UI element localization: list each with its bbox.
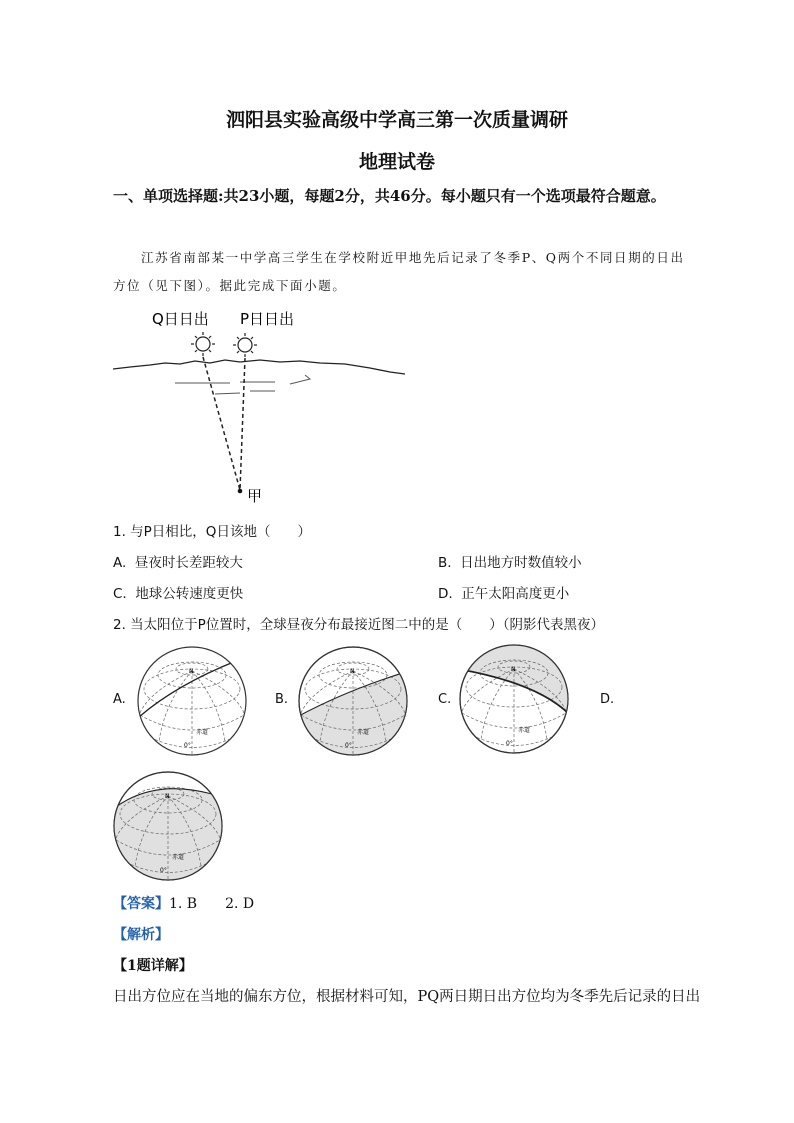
q-direction-line bbox=[203, 357, 240, 490]
explanation-text: 日出方位应在当地的偏东方位，根据材料可知，PQ两日期日出方位均为冬季先后记录的日出 bbox=[113, 989, 701, 1005]
globe-d-label[interactable]: D. bbox=[600, 692, 615, 707]
globe-equator-text: 赤道 bbox=[196, 729, 209, 736]
page-title: 泗阳县实验高级中学高三第一次质量调研 bbox=[225, 109, 568, 131]
intro-paragraph: 江苏省南部某一中学高三学生在学校附近甲地先后记录了冬季P、Q两个不同日期的日出方位（见下图）。据此完成下面小题。 bbox=[113, 250, 685, 293]
ground-marks bbox=[175, 375, 310, 384]
globe-a[interactable] bbox=[136, 645, 248, 757]
q-sunrise-label: Q日日出 bbox=[152, 310, 209, 328]
q-sun-icon bbox=[191, 332, 215, 356]
globe-c-label[interactable]: C. bbox=[438, 692, 452, 707]
globe-zero-text: 0° bbox=[345, 742, 352, 749]
jia-label: 甲 bbox=[247, 487, 263, 505]
globe-north-text: N bbox=[189, 668, 194, 675]
globe-north-text: N bbox=[350, 668, 355, 675]
globe-a-label[interactable]: A. bbox=[113, 692, 126, 707]
globe-zero-text: 0° bbox=[184, 742, 191, 749]
p-sun-icon bbox=[233, 333, 257, 357]
answer-text: 1. B 2. D bbox=[169, 896, 255, 912]
globe-b[interactable] bbox=[297, 645, 409, 757]
jia-point bbox=[238, 489, 243, 494]
p-direction-line bbox=[240, 358, 245, 490]
option-text: 昼夜时长差距较大 bbox=[134, 555, 243, 571]
globe-zero-text: 0° bbox=[506, 740, 513, 747]
option-text: 正午太阳高度更小 bbox=[461, 586, 570, 602]
globe-equator-text: 赤道 bbox=[518, 727, 531, 734]
q1-option-c[interactable] bbox=[113, 582, 243, 602]
option-key: B. bbox=[438, 555, 452, 571]
section-heading: 一、单项选择题:共23小题，每题2分，共46分。每小题只有一个选项最符合题意。 bbox=[113, 187, 666, 205]
p-sunrise-label: P日日出 bbox=[240, 310, 295, 328]
option-key: D. bbox=[438, 586, 453, 602]
sunrise-figure bbox=[110, 305, 410, 505]
question-1-stem: 1. 与P日相比，Q日该地（ ） bbox=[113, 524, 311, 540]
analysis-tag: 【解析】 bbox=[113, 927, 169, 943]
horizon-line bbox=[113, 360, 405, 374]
globe-d[interactable] bbox=[112, 770, 224, 882]
globe-c[interactable] bbox=[458, 643, 570, 755]
answer-line bbox=[113, 893, 254, 913]
globe-equator-text: 赤道 bbox=[357, 729, 370, 736]
option-key: C. bbox=[113, 586, 127, 602]
globe-north-text: N bbox=[511, 666, 516, 673]
option-text: 地球公转速度更快 bbox=[135, 586, 244, 602]
question-2-stem: 2. 当太阳位于P位置时，全球昼夜分布最接近图二中的是（ ）（阴影代表黑夜） bbox=[113, 617, 605, 633]
q1-option-b[interactable] bbox=[438, 551, 582, 571]
globe-north-text: N bbox=[165, 793, 170, 800]
globe-zero-text: 0° bbox=[160, 867, 167, 874]
option-text: 日出地方时数值较小 bbox=[460, 555, 582, 571]
detail-tag: 【1题详解】 bbox=[113, 958, 193, 974]
ground-marks-2 bbox=[215, 391, 275, 394]
page-subtitle: 地理试卷 bbox=[358, 151, 435, 173]
q1-option-a[interactable] bbox=[113, 551, 243, 571]
answer-tag: 【答案】 bbox=[113, 896, 169, 912]
globe-equator-text: 赤道 bbox=[172, 854, 185, 861]
q1-option-d[interactable] bbox=[438, 582, 569, 602]
option-key: A. bbox=[113, 555, 127, 571]
globe-b-label[interactable]: B. bbox=[275, 692, 289, 707]
